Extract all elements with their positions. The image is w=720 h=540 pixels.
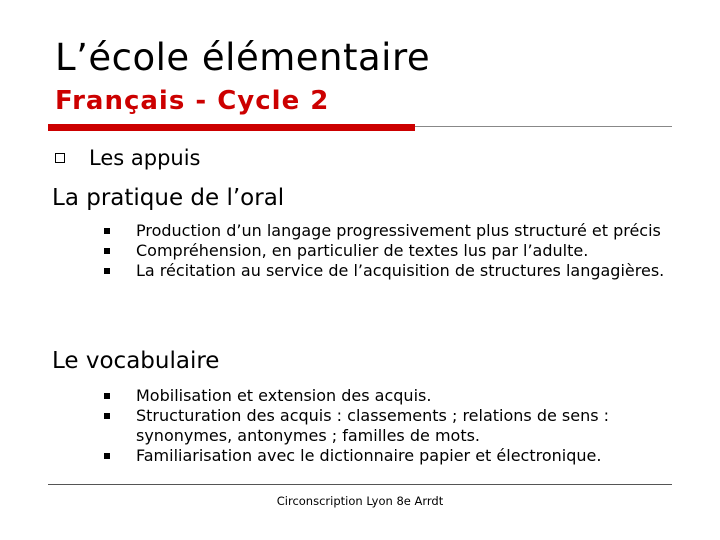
oral-list	[104, 221, 674, 281]
list-item-text: Mobilisation et extension des acquis.	[136, 386, 432, 405]
list-item-text: Familiarisation avec le dictionnaire papier et électronique.	[136, 446, 602, 465]
slide-title: L’école élémentaire	[55, 36, 431, 79]
list-item	[104, 261, 674, 281]
accent-rule	[48, 124, 415, 131]
list-item	[104, 221, 674, 241]
square-bullet-icon	[104, 268, 110, 274]
list-item-text: Structuration des acquis : classements ; relations de sens : synonymes, antonymes ; familles de mots.	[136, 406, 610, 445]
slide-footer: Circonscription Lyon 8e Arrdt	[276, 494, 444, 508]
vocabulary-list	[104, 386, 674, 466]
topic-item	[53, 144, 200, 172]
footer-divider	[48, 484, 672, 485]
hollow-square-icon	[55, 153, 65, 163]
list-item	[104, 386, 674, 406]
square-bullet-icon	[104, 413, 110, 419]
list-item	[104, 241, 674, 261]
square-bullet-icon	[104, 393, 110, 399]
square-bullet-icon	[104, 228, 110, 234]
section-heading-oral: La pratique de l’oral	[52, 185, 285, 211]
section-heading-vocabulary: Le vocabulaire	[52, 348, 220, 374]
divider-line	[415, 126, 672, 127]
square-bullet-icon	[104, 248, 110, 254]
list-item	[104, 406, 674, 446]
list-item	[104, 446, 674, 466]
square-bullet-icon	[104, 453, 110, 459]
topic-label: Les appuis	[89, 146, 201, 170]
slide-subtitle: Français - Cycle 2	[55, 86, 330, 116]
list-item-text: Compréhension, en particulier de textes lus par l’adulte.	[136, 241, 589, 260]
list-item-text: Production d’un langage progressivement plus structuré et précis	[136, 221, 661, 240]
list-item-text: La récitation au service de l’acquisition de structures langagières.	[136, 261, 665, 280]
